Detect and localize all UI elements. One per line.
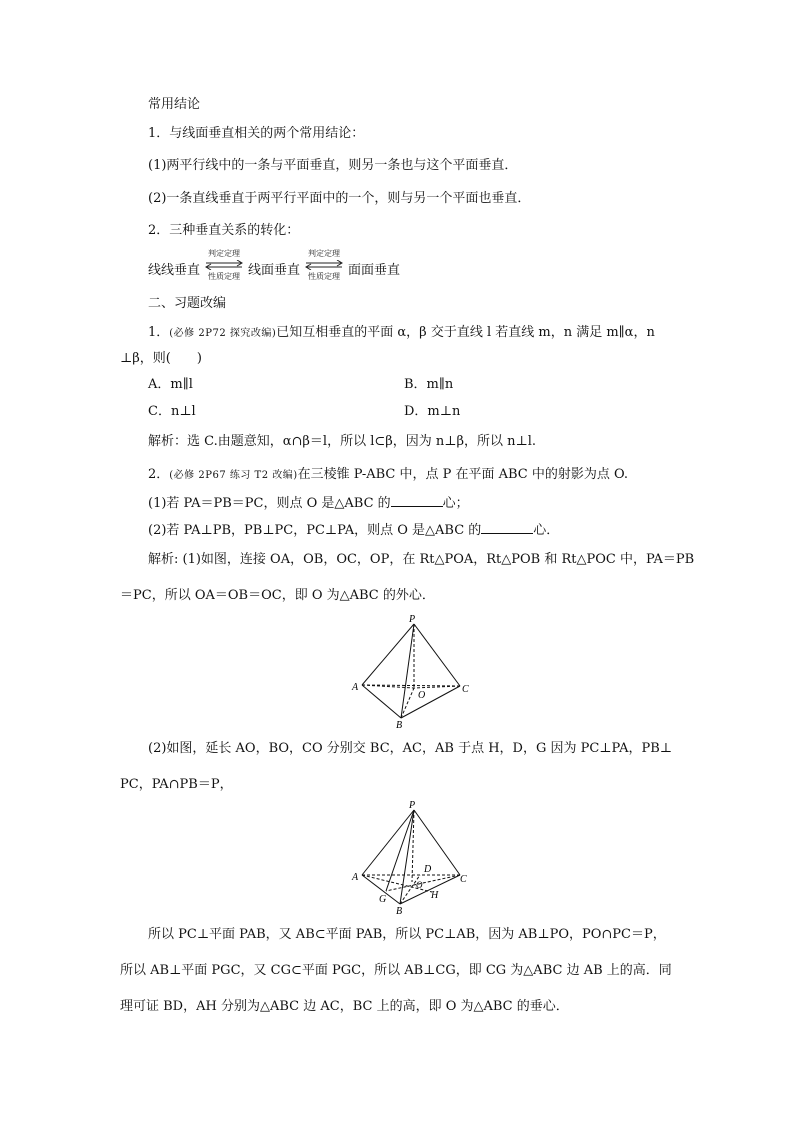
chain-arrow-2-bottom-label: 性质定理 [308, 272, 340, 281]
conclusion-1-title: 1．与线面垂直相关的两个常用结论： [148, 126, 365, 141]
conclusion-1-item-2: (2)一条直线垂直于两平行平面中的一个，则与另一个平面也垂直． [148, 191, 531, 206]
figure-2-label-p: P [409, 800, 416, 811]
figure-1-tetrahedron [348, 612, 472, 728]
figure-2-label-d: D [424, 864, 432, 875]
figure-1-label-c: C [462, 684, 469, 695]
question-2-sub-1 [148, 494, 469, 513]
chain-line-plane: 线面垂直 [248, 263, 301, 278]
question-2-sub-2-text: (2)若 PA⊥PB，PB⊥PC，PC⊥PA，则点 O 是△ABC 的 [148, 523, 482, 538]
question-1-source: (必修 2P72 探究改编) [169, 328, 277, 339]
perpendicular-conversion-chain [148, 249, 468, 283]
question-2-stem [148, 466, 628, 485]
figure-2-label-g: G [379, 894, 387, 905]
chain-arrow-1-bottom-label: 性质定理 [208, 272, 240, 281]
question-1-option-d: D．m⊥n [404, 404, 461, 419]
chain-line-line: 线线垂直 [148, 263, 201, 278]
figure-2-label-o: O [416, 880, 423, 890]
question-1-number: 1． [148, 325, 170, 340]
figure-2-label-a: A [352, 872, 359, 883]
question-2-sub-1-text: (1)若 PA＝PB＝PC，则点 O 是△ABC 的 [148, 496, 391, 511]
figure-2-tetrahedron [348, 798, 472, 916]
conclusion-2-title: 2．三种垂直关系的转化： [148, 223, 300, 238]
chain-arrow-1 [202, 249, 246, 281]
chain-plane-plane: 面面垂直 [348, 263, 401, 278]
question-1-stem [148, 324, 655, 343]
double-arrow-icon [204, 260, 244, 270]
double-arrow-icon [304, 260, 344, 270]
conclusion-1-item-1: (1)两平行线中的一条与平面垂直，则另一条也与这个平面垂直． [148, 158, 518, 173]
question-2-analysis-2e: 理可证 BD，AH 分别为△ABC 边 AC，BC 上的高，即 O 为△ABC 的垂心． [120, 999, 569, 1014]
figure-1-label-p: P [409, 614, 416, 625]
figure-2-label-b: B [396, 906, 403, 916]
question-2-stem-text: 在三棱锥 P-ABC 中，点 P 在平面 ABC 中的射影为点 O. [297, 467, 629, 482]
question-2-number: 2． [148, 467, 170, 482]
exercise-title: 二、习题改编 [148, 296, 227, 311]
question-1-analysis: 解析：选 C.由题意知，α∩β＝l，所以 l⊂β，因为 n⊥β，所以 n⊥l. [148, 434, 537, 449]
question-2-analysis-1a: 解析: (1)如图，连接 OA，OB，OC，OP，在 Rt△POA，Rt△POB 和 Rt△POC 中，PA＝PB [148, 552, 695, 567]
answer-blank-2[interactable] [481, 521, 533, 534]
chain-arrow-2 [302, 249, 346, 281]
figure-1-label-a: A [352, 682, 359, 693]
question-2-analysis-2a: (2)如图，延长 AO，BO，CO 分别交 BC，AC，AB 于点 H，D，G 因为 PC⊥PA，PB⊥ [148, 741, 672, 756]
figure-2-label-h: H [431, 890, 439, 901]
question-1-stem-a: 已知互相垂直的平面 α，β 交于直线 l 若直线 m，n 满足 m∥α，n [276, 325, 655, 340]
question-1-option-c: C．n⊥l [148, 404, 196, 419]
figure-2-label-c: C [460, 874, 467, 885]
question-2-sub-2-suffix: 心． [533, 523, 560, 538]
question-2-sub-2 [148, 521, 559, 540]
question-2-analysis-1b: ＝PC，所以 OA＝OB＝OC，即 O 为△ABC 的外心． [120, 588, 435, 603]
question-2-sub-1-suffix: 心； [442, 496, 469, 511]
question-2-analysis-2d: 所以 AB⊥平面 PGC，又 CG⊂平面 PGC，所以 AB⊥CG，即 CG 为△ABC 边 AB 上的高．同 [120, 963, 672, 978]
figure-1-label-o: O [418, 690, 426, 701]
question-1-option-b: B．m∥n [404, 377, 454, 392]
chain-arrow-1-top-label: 判定定理 [208, 249, 240, 258]
question-1-option-a: A．m∥l [148, 377, 193, 392]
answer-blank-1[interactable] [391, 494, 443, 507]
figure-1-label-b: B [396, 720, 403, 728]
question-2-analysis-2c: 所以 PC⊥平面 PAB，又 AB⊂平面 PAB，所以 PC⊥AB，因为 AB⊥PO，PO∩PC＝P， [148, 927, 666, 942]
question-1-stem-b: ⊥β，则( ) [120, 351, 202, 366]
chain-arrow-2-top-label: 判定定理 [308, 249, 340, 258]
question-2-source: (必修 2P67 练习 T2 改编) [169, 470, 298, 481]
section-title: 常用结论 [148, 97, 201, 112]
question-2-analysis-2b: PC，PA∩PB＝P， [120, 777, 233, 792]
